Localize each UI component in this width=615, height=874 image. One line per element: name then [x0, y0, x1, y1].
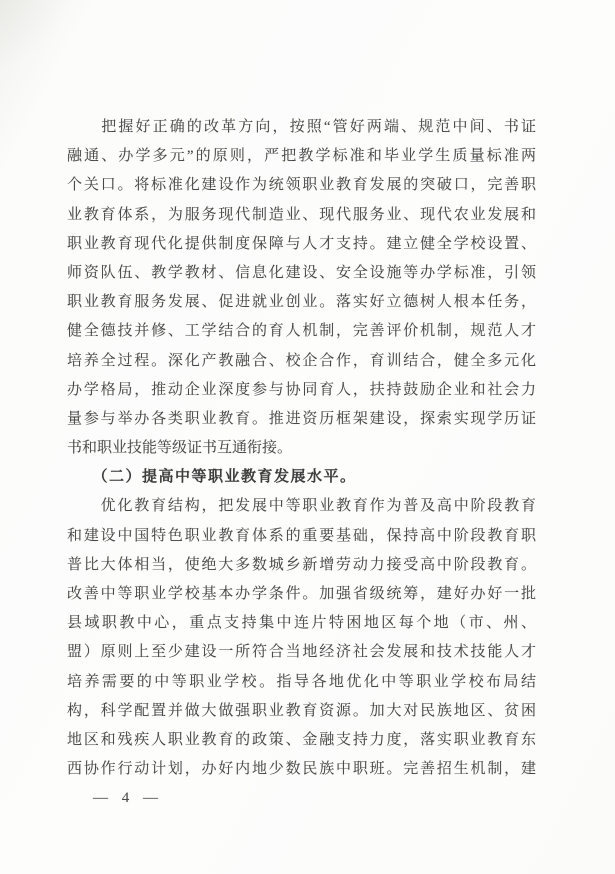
text-line: 改善中等职业学校基本办学条件。加强省级统筹，建好办好一批 [67, 586, 536, 602]
text-line: 普比大体相当，使绝大多数城乡新增劳动力接受高中阶段教育。 [67, 556, 536, 573]
text-line: 培养需要的中等职业学校。指导各地优化中等职业学校布局结 [67, 673, 536, 690]
page-number: — 4 — [93, 790, 163, 806]
text-line: 优化教育结构，把发展中等职业教育作为普及高中阶段教育 [67, 498, 536, 515]
text-line: 地区和残疾人职业教育的政策、金融支持力度，落实职业教育东 [67, 731, 536, 748]
paragraph-reform-direction [67, 113, 536, 463]
text-line: 健全德技并修、工学结合的育人机制，完善评价机制，规范人才 [67, 323, 536, 340]
paragraph-secondary-vocational-education [67, 492, 536, 784]
text-line: 书和职业技能等级证书互通衔接。 [67, 440, 293, 457]
text-line: 个关口。将标准化建设作为统领职业教育发展的突破口，完善职 [67, 177, 536, 194]
text-line: 盟）原则上至少建设一所符合当地经济社会发展和技术技能人才 [67, 644, 536, 661]
text-line: 把握好正确的改革方向，按照“管好两端、规范中间、书证 [67, 119, 536, 135]
text-line: 县域职教中心，重点支持集中连片特困地区每个地（市、州、 [67, 615, 536, 632]
text-line: 办学格局，推动企业深度参与协同育人，扶持鼓励企业和社会力 [67, 381, 536, 398]
text-line: 师资队伍、教学教材、信息化建设、安全设施等办学标准，引领 [67, 264, 536, 281]
text-line: 职业教育服务发展、促进就业创业。落实好立德树人根本任务， [67, 294, 536, 311]
text-line: 业教育体系，为服务现代制造业、现代服务业、现代农业发展和 [67, 206, 536, 223]
text-line: 培养全过程。深化产教融合、校企合作，育训结合，健全多元化 [67, 352, 536, 369]
document-body [67, 113, 536, 784]
section-heading: （二）提高中等职业教育发展水平。 [67, 469, 357, 486]
text-line: 构，科学配置并做大做强职业教育资源。加大对民族地区、贫困 [67, 702, 536, 719]
text-line: 融通、办学多元”的原则，严把教学标准和毕业学生质量标准两 [67, 148, 536, 165]
text-line: 西协作行动计划，办好内地少数民族中职班。完善招生机制，建 [67, 761, 536, 778]
text-line: 职业教育现代化提供制度保障与人才支持。建立健全学校设置、 [67, 235, 536, 252]
text-line: 和建设中国特色职业教育体系的重要基础，保持高中阶段教育职 [67, 527, 536, 544]
text-line: 量参与举办各类职业教育。推进资历框架建设，探索实现学历证 [67, 410, 536, 427]
